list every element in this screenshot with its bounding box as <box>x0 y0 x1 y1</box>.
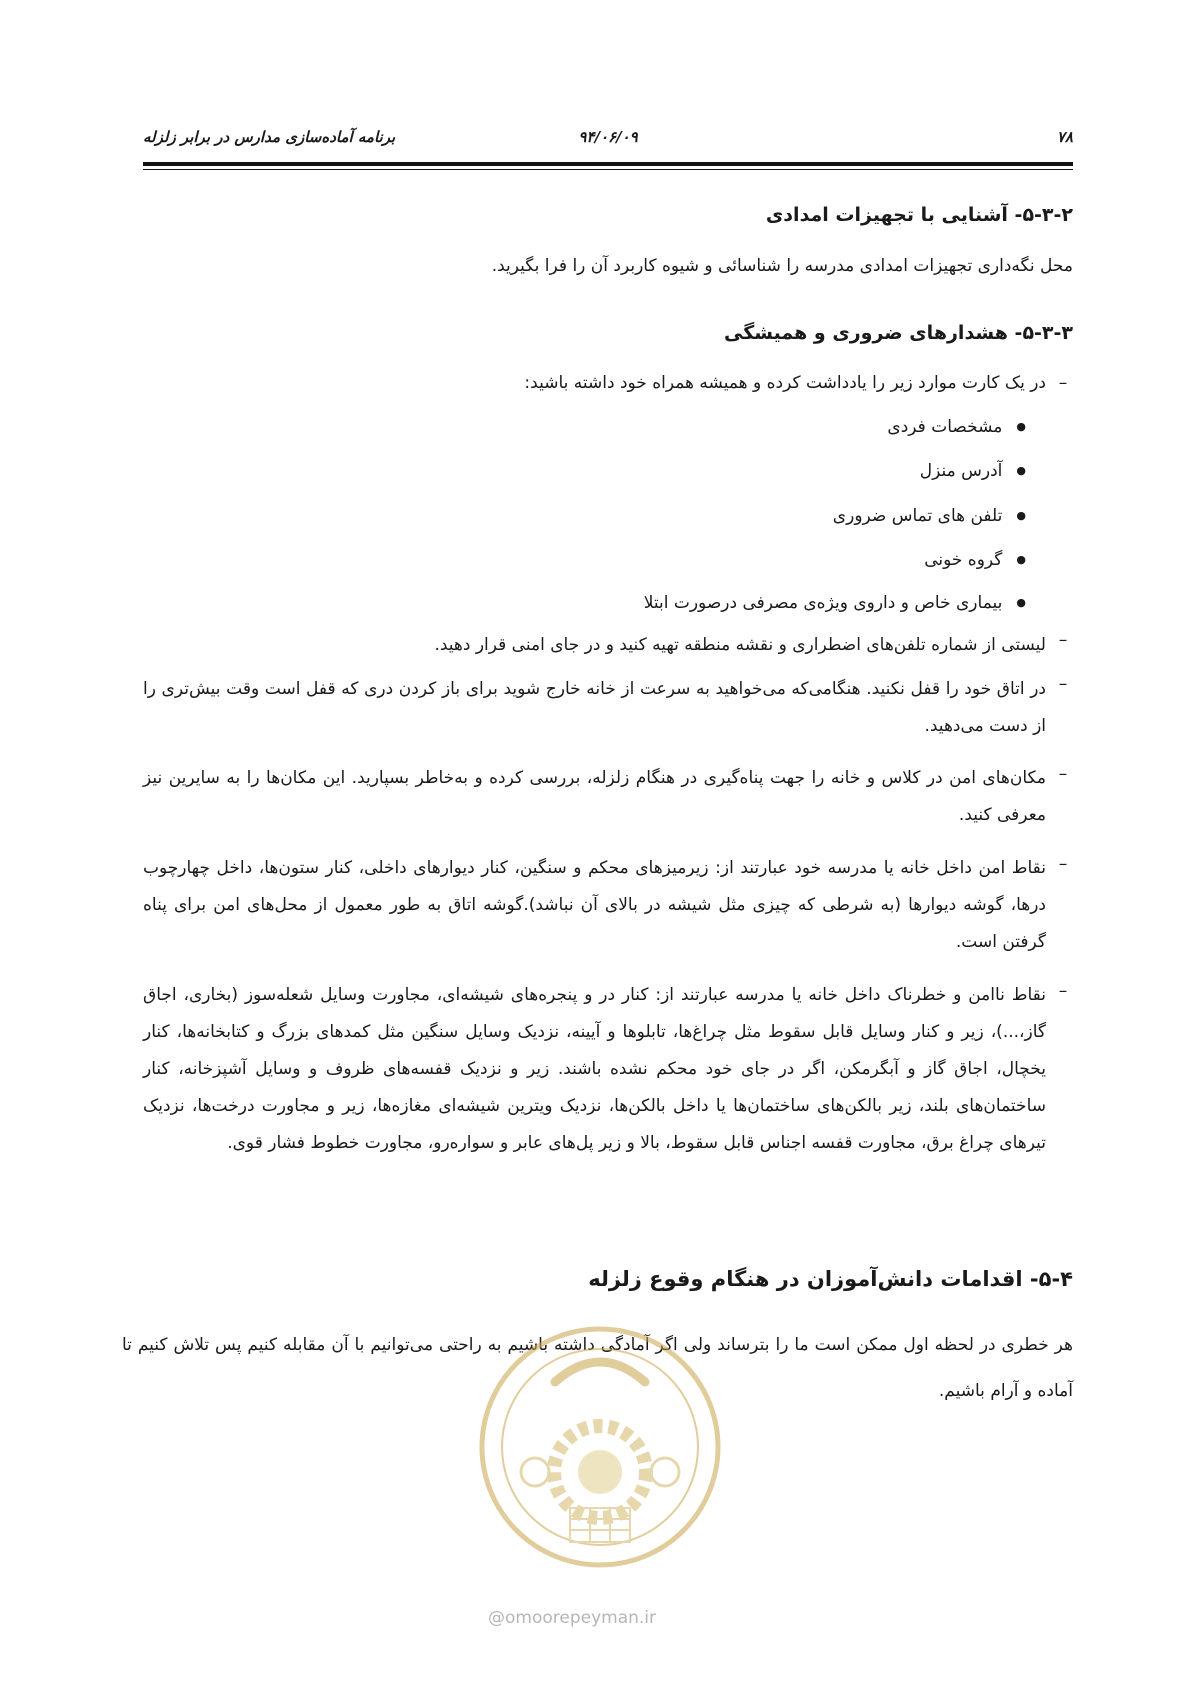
warning-item: در اتاق خود را قفل نکنید. هنگامی‌که می‌خواهید به سرعت از خانه خارج شوید برای باز کردن دری که قفل است وقت بیش‌تری را از دست می‌دهید. <box>143 679 1046 736</box>
header-title: برنامه آماده‌سازی مدارس در برابر زلزله <box>143 128 396 146</box>
dash-marker: – <box>1058 373 1068 393</box>
section-text-equipment: محل نگه‌داری تجهیزات امدادی مدرسه را شناسائی و شیوه کاربرد آن را فرا بگیرید. <box>491 256 1073 276</box>
section-text-student-actions: هر خطری در لحظه اول ممکن است ما را بترساند ولی اگر آمادگی داشته باشیم به راحتی می‌توانیم با آن مقابله کنیم پس تلاش کنیم تا آماده و آرام باشیم. <box>122 1335 1073 1401</box>
warning-item: لیستی از شماره تلفن‌های اضطراری و نقشه منطقه تهیه کنید و در جای امنی قرار دهید. <box>434 635 1046 655</box>
bullet-item: ● آدرس منزل <box>920 461 1026 481</box>
dash-marker: – <box>1058 674 1068 694</box>
watermark-url: @omoorepeyman.ir <box>488 1608 657 1628</box>
warnings-intro: در یک کارت موارد زیر را یادداشت کرده و همیشه همراه خود داشته باشید: <box>524 373 1046 393</box>
bullet-item: ● بیماری خاص و داروی ویژه‌ی مصرفی درصورت ابتلا <box>644 593 1026 613</box>
page-header <box>143 128 1073 162</box>
section-heading-student-actions: ۵-۴- اقدامات دانش‌آموزان در هنگام وقوع زلزله <box>588 1267 1073 1291</box>
header-date: ۹۴/۰۶/۰۹ <box>578 128 638 146</box>
dash-marker: – <box>1058 854 1068 874</box>
dash-marker: – <box>1058 981 1068 1001</box>
section-heading-equipment: ۵-۳-۲- آشنایی با تجهیزات امدادی <box>765 204 1073 226</box>
header-rule-thick <box>143 162 1073 166</box>
warning-item: مکان‌های امن در کلاس و خانه را جهت پناه‌گیری در هنگام زلزله، بررسی کرده و به‌خاطر بسپارید. این مکان‌ها را به سایرین نیز معرفی کنید. <box>143 768 1046 825</box>
bullet-item: ● مشخصات فردی <box>887 417 1026 437</box>
dash-marker: – <box>1058 764 1068 784</box>
section-heading-warnings: ۵-۳-۳- هشدارهای ضروری و همیشگی <box>724 322 1073 344</box>
page-number: ۷۸ <box>1056 128 1073 146</box>
header-rule-thin <box>143 169 1073 170</box>
seal-watermark <box>475 1322 725 1572</box>
bullet-item: ● تلفن های تماس ضروری <box>833 506 1026 526</box>
dash-marker: – <box>1058 630 1068 650</box>
bullet-item: ● گروه خونی <box>924 550 1026 570</box>
warning-item: نقاط ناامن و خطرناک داخل خانه یا مدرسه عبارتند از: کنار در و پنجره‌های شیشه‌ای، مجاورت وسایل شعله‌سوز (بخاری، اجاق گاز،...)، زیر و کنار وسایل قابل سقوط مثل چراغ‌ها، تابلوها و آیینه، نزدیک وسایل سنگین مثل کمدهای بزرگ و کتابخانه‌ها، کنار یخچال، اجاق گاز و آبگرمکن، اگر در جای خود محکم نشده باشند. زیر و نزدیک قفسه‌های ظروف و وسایل آشپزخانه، کنار ساختمان‌های بلند، زیر بالکن‌های ساختمان‌ها یا داخل بالکن‌ها، نزدیک ویترین شیشه‌ای مغازه‌ها، زیر و مجاورت درخت‌ها، نزدیک تیرهای چراغ برق، مجاورت قفسه اجناس قابل سقوط، بالا و زیر پل‌های عابر و سواره‌رو، مجاورت خطوط فشار قوی. <box>143 985 1046 1153</box>
warning-item: نقاط امن داخل خانه یا مدرسه خود عبارتند از: زیرمیزهای محکم و سنگین، کنار دیوارهای داخلی، کنار ستون‌ها، داخل چهارچوب درها، گوشه دیوارها (به شرطی که چیزی مثل شیشه در بالای آن نباشد).گوشه اتاق به طور معمول از محل‌های امن برای پناه گرفتن است. <box>143 858 1046 952</box>
